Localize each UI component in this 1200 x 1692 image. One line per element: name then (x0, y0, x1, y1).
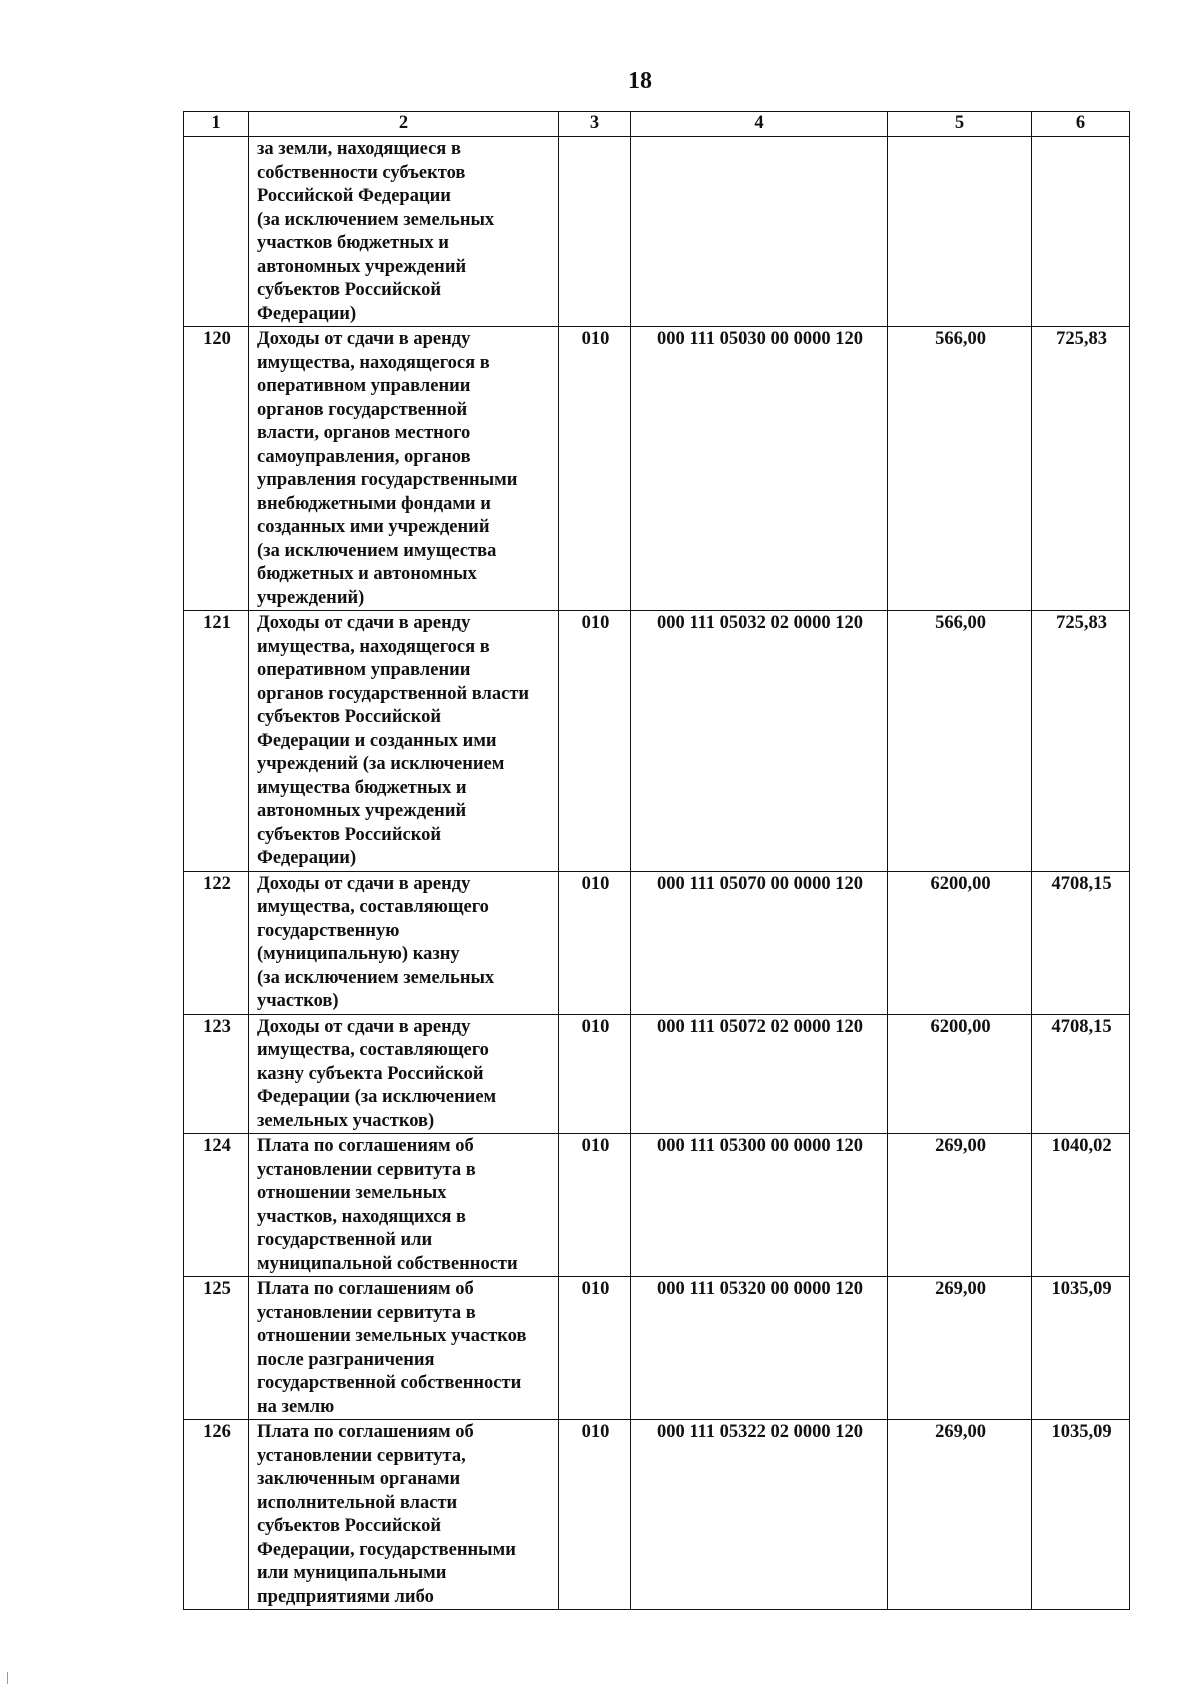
actual-amount: 725,83 (1032, 611, 1130, 872)
admin-code: 010 (559, 1014, 631, 1134)
planned-amount (888, 137, 1032, 327)
actual-amount: 4708,15 (1032, 1014, 1130, 1134)
budget-code (631, 137, 888, 327)
actual-amount: 1035,09 (1032, 1277, 1130, 1420)
admin-code: 010 (559, 871, 631, 1014)
column-header: 2 (249, 112, 559, 137)
table-header-row (184, 112, 1130, 137)
page-number: 18 (628, 68, 652, 94)
row-number: 126 (184, 1420, 249, 1610)
revenue-name: Доходы от сдачи в аренду имущества, составляющего казну субъекта Российской Федерации (за исключением земельных участков) (249, 1014, 559, 1134)
revenue-name: Доходы от сдачи в аренду имущества, находящегося в оперативном управлении органов государственной власти, органов местного самоуправления, органов управления государственными внебюджетными фондами и созданных ими учреждений (за исключением имущества бюджетных и автономных учреждений) (249, 327, 559, 611)
revenue-name: Доходы от сдачи в аренду имущества, составляющего государственную (муниципальную) казну (за исключением земельных участков) (249, 871, 559, 1014)
budget-code: 000 111 05322 02 0000 120 (631, 1420, 888, 1610)
budget-code: 000 111 05070 00 0000 120 (631, 871, 888, 1014)
row-number: 125 (184, 1277, 249, 1420)
budget-code: 000 111 05032 02 0000 120 (631, 611, 888, 872)
admin-code (559, 137, 631, 327)
admin-code: 010 (559, 611, 631, 872)
budget-code: 000 111 05320 00 0000 120 (631, 1277, 888, 1420)
actual-amount: 1040,02 (1032, 1134, 1130, 1277)
column-header: 1 (184, 112, 249, 137)
actual-amount: 725,83 (1032, 327, 1130, 611)
row-number: 122 (184, 871, 249, 1014)
row-number: 124 (184, 1134, 249, 1277)
row-number: 121 (184, 611, 249, 872)
table-row (184, 611, 1130, 872)
row-number (184, 137, 249, 327)
admin-code: 010 (559, 327, 631, 611)
actual-amount (1032, 137, 1130, 327)
table-row (184, 1277, 1130, 1420)
planned-amount: 269,00 (888, 1277, 1032, 1420)
budget-code: 000 111 05300 00 0000 120 (631, 1134, 888, 1277)
revenue-table (183, 111, 1130, 1610)
planned-amount: 566,00 (888, 611, 1032, 872)
planned-amount: 6200,00 (888, 871, 1032, 1014)
table-row (184, 1420, 1130, 1610)
admin-code: 010 (559, 1134, 631, 1277)
planned-amount: 6200,00 (888, 1014, 1032, 1134)
table-row (184, 327, 1130, 611)
actual-amount: 1035,09 (1032, 1420, 1130, 1610)
scan-margin-mark (7, 1672, 8, 1684)
revenue-name: Плата по соглашениям об установлении сервитута в отношении земельных участков после разграничения государственной собственности на землю (249, 1277, 559, 1420)
revenue-name: за земли, находящиеся в собственности субъектов Российской Федерации (за исключением земельных участков бюджетных и автономных учреждений субъектов Российской Федерации) (249, 137, 559, 327)
table-row (184, 1014, 1130, 1134)
planned-amount: 269,00 (888, 1134, 1032, 1277)
table-row (184, 871, 1130, 1014)
planned-amount: 269,00 (888, 1420, 1032, 1610)
revenue-name: Плата по соглашениям об установлении сервитута в отношении земельных участков, находящихся в государственной или муниципальной собственности (249, 1134, 559, 1277)
row-number: 123 (184, 1014, 249, 1134)
column-header: 3 (559, 112, 631, 137)
column-header: 6 (1032, 112, 1130, 137)
revenue-name: Плата по соглашениям об установлении сервитута, заключенным органами исполнительной власти субъектов Российской Федерации, государственными или муниципальными предприятиями либо (249, 1420, 559, 1610)
revenue-name: Доходы от сдачи в аренду имущества, находящегося в оперативном управлении органов государственной власти субъектов Российской Федерации и созданных ими учреждений (за исключением имущества бюджетных и автономных учреждений субъектов Российской Федерации) (249, 611, 559, 872)
admin-code: 010 (559, 1420, 631, 1610)
budget-code: 000 111 05072 02 0000 120 (631, 1014, 888, 1134)
row-number: 120 (184, 327, 249, 611)
actual-amount: 4708,15 (1032, 871, 1130, 1014)
table-row (184, 137, 1130, 327)
budget-code: 000 111 05030 00 0000 120 (631, 327, 888, 611)
column-header: 4 (631, 112, 888, 137)
planned-amount: 566,00 (888, 327, 1032, 611)
admin-code: 010 (559, 1277, 631, 1420)
table-row (184, 1134, 1130, 1277)
column-header: 5 (888, 112, 1032, 137)
